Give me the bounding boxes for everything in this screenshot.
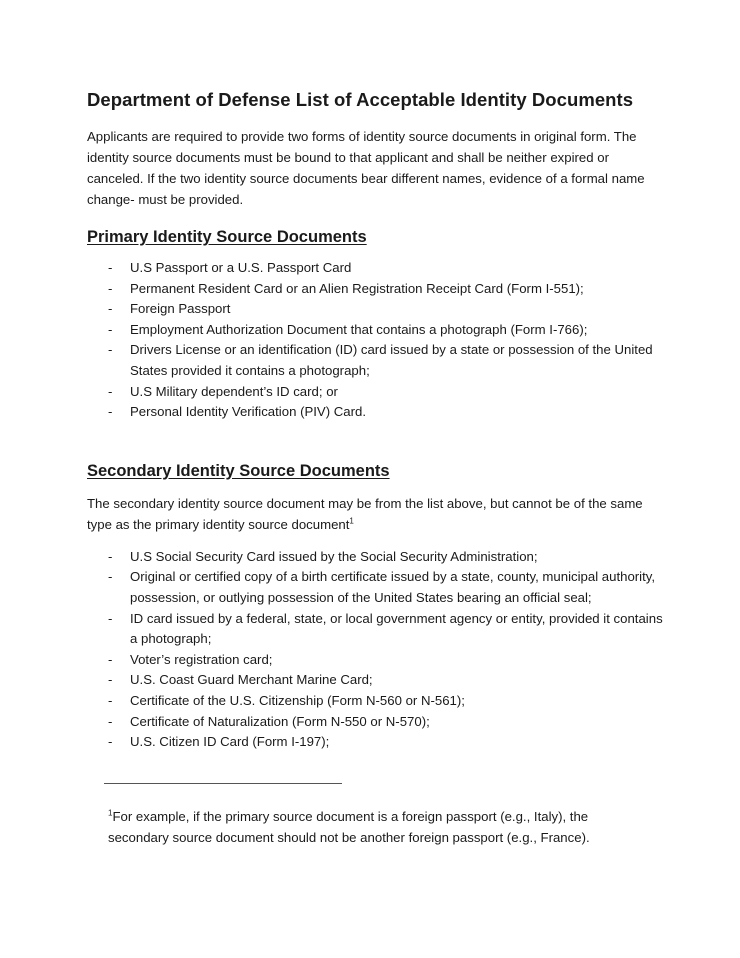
list-dash: - [108,280,113,296]
secondary-intro-text: The secondary identity source document may be from the list above, but cannot be of the same type as the primary identity source document [87,495,643,532]
list-dash: - [108,569,113,585]
primary-documents-list [87,258,667,423]
list-item-text: U.S. Coast Guard Merchant Marine Card; [130,672,373,688]
footnote-marker: 1 [108,808,113,818]
footnote [108,806,648,848]
list-item-text: U.S Passport or a U.S. Passport Card [130,260,352,275]
list-item [87,382,667,403]
list-item-text: Employment Authorization Document that contains a photograph (Form I-766); [130,321,588,337]
footnote-separator [104,783,342,784]
primary-section-heading: Primary Identity Source Documents [87,228,367,246]
list-dash: - [108,672,113,688]
intro-paragraph: Applicants are required to provide two forms of identity source documents in original form. The identity source documents must be bound to that applicant and shall be neither expired or canceled. If the two identity source documents bear different names, evidence of a formal name change- must be provided. [87,129,645,207]
list-dash: - [108,692,113,708]
secondary-documents-list [87,547,667,753]
list-item-text: U.S Social Security Card issued by the Social Security Administration; [130,548,538,564]
list-item [87,547,667,568]
list-item [87,609,667,650]
list-item [87,732,667,753]
list-dash: - [108,260,113,275]
list-item [87,279,667,300]
list-item [87,299,667,320]
page-title: Department of Defense List of Acceptable Identity Documents [87,89,634,110]
list-item-text: Personal Identity Verification (PIV) Card. [130,404,367,420]
list-item-text: Drivers License or an identification (ID) card issued by a state or possession of the United States provided it contains a photograph; [130,342,653,378]
list-item-text: Voter’s registration card; [130,651,273,667]
list-dash: - [108,404,113,420]
footnote-reference[interactable]: 1 [349,516,354,526]
list-dash: - [108,321,113,337]
list-item-text: Original or certified copy of a birth certificate issued by a state, county, municipal authority, possession, or outlying possession of the United States bearing an official seal; [130,569,656,605]
list-item [87,650,667,671]
list-item [87,670,667,691]
list-dash: - [108,548,113,564]
list-item [87,567,667,608]
list-item-text: Certificate of Naturalization (Form N-550 or N-570); [130,713,430,729]
document-body [87,88,667,753]
list-item [87,320,667,341]
list-item [87,402,667,423]
list-dash: - [108,342,113,358]
list-item [87,712,667,733]
list-dash: - [108,734,113,750]
list-dash: - [108,651,113,667]
footnote-text: For example, if the primary source document is a foreign passport (e.g., Italy), the secondary source document should not be another foreign passport (e.g., France). [108,809,590,845]
list-item [87,258,667,279]
list-item-text: ID card issued by a federal, state, or local government agency or entity, provided it contains a photograph; [130,610,663,647]
list-dash: - [108,301,113,317]
list-item-text: U.S. Citizen ID Card (Form I-197); [130,734,330,750]
list-dash: - [108,610,113,626]
list-item-text: Permanent Resident Card or an Alien Registration Receipt Card (Form I-551); [130,280,584,296]
secondary-section-heading: Secondary Identity Source Documents [87,461,390,480]
list-item-text: Foreign Passport [130,301,231,317]
list-item [87,340,667,381]
secondary-intro-paragraph [87,493,667,535]
list-item-text: U.S Military dependent’s ID card; or [130,383,338,399]
list-dash: - [108,713,113,729]
list-dash: - [108,383,113,399]
list-item-text: Certificate of the U.S. Citizenship (Form N-560 or N-561); [130,692,465,708]
list-item [87,691,667,712]
